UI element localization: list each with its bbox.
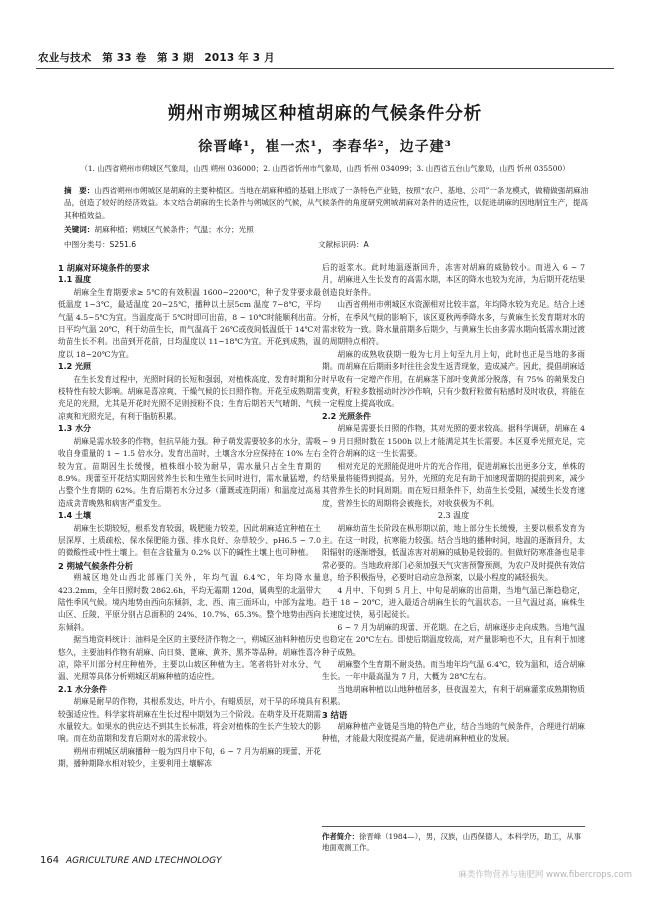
running-header: 农业与技术 第 33 卷 第 3 期 2013 年 3 月: [38, 52, 275, 64]
abstract-text: 山西省朔州市朔城区是胡麻的主要种植区。当地在胡麻种植的基础上形成了一条特色产业链，按照“农户、基地、公司”一条龙模式，做精做强胡麻油品，创造了较好的经济效益。本文结合胡麻的生长条件与朔城区的气候，从气候条件的角度研究朔城胡麻对条件的适应性，以促进胡麻的因地制宜生产，提高其种植效益。: [64, 186, 589, 220]
paper-title: 朔州市朔城区种植胡麻的气候条件分析: [167, 104, 483, 124]
abstract-label: 摘 要：: [64, 186, 95, 195]
right-column: [322, 262, 585, 746]
subsection-heading: 1.3 水分: [58, 424, 91, 434]
paragraph: 朔州市朔城区胡麻播种一般为四月中下旬，6 ~ 7 月为胡麻的现蕾、开花期，播种期降水相对较少，主要利用土壤解冻: [58, 746, 321, 769]
section-heading: 2 朔城气候条件分析: [58, 560, 134, 571]
keywords: [64, 224, 590, 235]
paragraph: 朔城区地处山西北部雁门关外，年均气温 6.4℃，年均降水量 423.2mm，全年日照时数 2862.6h，平均无霜期 120d，属典型的北温带大陆性季风气候。境内地势由西向东倾斜，北、西、南三面环山，中部为盆地。山区、丘陵、平原分别占总面积的 24%、10.7%、65.3%。整个地势由西向东倾斜。: [58, 573, 321, 632]
paragraph: 据当地资料统计：油料是全区的主要经济作物之一，朔城区油料种植历史悠久，主要油料作物有胡麻、向日葵、蓖麻、黄芥、黑芥等品种。胡麻性喜冷凉，除平川部分村庄种植外，主要以山坡区种植为主。笔者将针对水分、气温、光照等具体分析朔城区胡麻种植的适应性。: [58, 635, 321, 682]
paragraph: 当地胡麻种植以山地种植居多，昼夜温差大，有利于胡麻灌浆成熟期物质积累。: [322, 684, 585, 707]
watermark: 麻类作物营养与施肥网 www.fibercrops.com: [458, 870, 632, 880]
subsection-heading: 1.2 光照: [58, 362, 91, 372]
subsection-heading: 1.1 温度: [58, 275, 91, 285]
paragraph: 胡麻是耐旱的作物，其根系发达，叶片小，有蜡质层，对干旱的环境具有较强适应性。科学家将胡麻在生长过程中期划为三个阶段。在萌芽及开花期需水量较大。如果水的供应达不到其生长标准，将会对植株的生长产生较大的影响。而在幼苗期和发育后期对水的需求较小。: [58, 697, 321, 744]
subsection-heading: 1.4 土壤: [58, 511, 91, 521]
paragraph: 相对充足的光照能促进叶片的光合作用，促进胡麻长出更多分支，单株的结果量将能得到提高。另外，光照的充足有助于加速现蕾期的提前到来，减少其营养生长的时间周期。而在短日照条件下，幼苗生长受阻，减缓生长发育速度，营养生长的周期将会被拖长，对收获极为不利。: [322, 461, 585, 508]
paragraph: 4 月中、下旬到 5 月上、中旬是胡麻的出苗期，当地气温已渐趋稳定，趋于 18 ~ 20℃，进入最适合胡麻生长的气温状态。一旦气温过高，麻株生长速度过快，易引起徒长。: [322, 585, 585, 620]
subsection-heading: 2.3 温度: [437, 511, 470, 521]
paragraph: 胡麻生长期较短，根系发育较弱，吸肥能力较差，因此胡麻适宜种植在土层深厚、土质疏松、保水保肥能力强、排水良好、杂草较少、pH6.5 ~ 7.0 的微酸性或中性土壤上。但在含盐量为 0.2% 以下的碱性土壤上也可种植。: [58, 523, 321, 558]
section-heading: 1 胡麻对环境条件的要求: [58, 263, 150, 273]
paragraph: 6 ~ 7 月为胡麻的现蕾、开花期。在之后，胡麻逐步走向成熟。当地气温也稳定在 20℃左右。即使后期温度较高，对产量影响也不大，且有利于加速种子成熟。: [322, 622, 585, 657]
paragraph: 胡麻的成熟收获期一般为七月上旬至九月上旬，此时也正是当地的多雨期。而胡麻在后期雨多时往往会发生返青现象，造成减产。因此，提倡胡麻适时早收有一定增产作用，在胡麻茎下部叶变黄部分脱落，有 75% 的蒴果发白变黄，籽粒多数摇动时沙沙作响，只有少数籽粒微有粘感时及时收获，将能在一定程度上提高收成。: [322, 349, 585, 409]
paragraph: 胡麻幼苗生长阶段在枞形期以前，地上部分生长缓慢，主要以根系发育为主。在这一时段，抗寒能力较强。结合当地的播种时间，地温的逐渐回升，太阳辐射的逐渐增强，低温冻害对胡麻的威胁是较弱的。但做好防寒准备也是非常必要的。当地政府部门必须加强天气灾害预警预测，为农户及时提供有效信息，给予积极指导，必要时启动应急预案，以最小程度的减轻损失。: [322, 523, 585, 583]
paragraph: 胡麻是需水较多的作物，但抗旱能力强。种子萌发需要较多的水分，需吸收自身重量的 1 ~ 1.5 倍水分。发育出苗时，土壤含水分应保持在 10% 左右较为宜。苗期因生长缓慢，植株细小较为耐旱，需水量只占全生育期的 8.9%。现蕾至开花结实期因营养生长和生殖生长同时进行，需水量猛增，约占整个生育期的 62%。生育后期若水分过多（灌溉或连阴雨）和温度过高易造成贪青晚熟和病害严重发生。: [58, 436, 321, 508]
subsection-heading: 2.2 光照条件: [322, 411, 371, 421]
header-rule: [36, 68, 614, 69]
paragraph: 胡麻全生育期要求≥ 5℃的有效积温 1600~2200℃，种子发芽要求最低温度 1~3℃，最适温度 20~25℃，播种以土层5cm 温度 7~8℃，平均气温 4.5~5℃为宜。当温度高于 5℃时即可出苗，8 ~ 10℃时能顺利出苗。日平均气温 20℃，利于幼苗生长，而气温高于 26℃或夜间低温低于 14℃对幼苗生长不利。出苗到开花前，日均温度以 11~18℃为宜。开花到成熟，温度以 18~20℃为宜。: [58, 287, 321, 359]
affiliations: （1. 山西省朔州市朔城区气象局，山西 朔州 036000；2. 山西省忻州市气象局，山西 忻州 034099；3. 山西省五台山气象局，山西 忻州 035500）: [80, 164, 570, 173]
author-note-label: 作者简介：: [322, 832, 359, 841]
authors: 徐晋峰¹，崔一杰¹，李春华²，边子建³: [198, 139, 452, 155]
paragraph: 在生长发育过程中，光照时间的长短和强弱，对植株高度、发育时期和分枝特性有较大影响。胡麻是喜凉爽、干燥气候的长日照作物。开花至成熟期需充足的光照，尤其是开花时光照不足则授粉不良；生育后期若天气晴朗、气候凉爽和光照充足，有利于脂肪积累。: [58, 374, 321, 421]
paragraph: 山西省朔州市朔城区水资源相对比较丰富，年均降水较为充足。结合上述分析，在季风气候的影响下，该区夏秋两季降水多，与黄麻生长发育期对水的需求较为一致。降水量前期多后期少，与黄麻生长由多需水期向低需水期过渡的周期特点相符。: [322, 300, 585, 347]
author-note-text: 徐晋峰（1984—），男，汉族，山西保德人，本科学历，助工，从事地面观测工作。: [322, 832, 582, 852]
paragraph: 胡麻整个生育期不耐炎热。而当地年均气温 6.4℃，较为温和，适合胡麻生长。一年中最高温为 7 月，大概为 28℃左右。: [322, 660, 585, 682]
subsection-heading: 2.1 水分条件: [58, 684, 107, 694]
author-note: [322, 826, 585, 853]
classification-number: 中图分类号：S251.6: [64, 240, 137, 249]
document-code: 文献标识码：A: [318, 240, 369, 249]
paragraph: 胡麻种植产业链是当地的特色产业，结合当地的气候条件，合理进行胡麻种植，才能最大限度提高产量，促进胡麻种植业的发展。: [322, 722, 585, 744]
page-footer: [40, 855, 222, 866]
keywords-text: 胡麻种植；朔城区气候条件；气温；水分；光照: [94, 225, 254, 234]
paragraph: 胡麻是需要长日照的作物，其对光照的要求较高。据科学调研，胡麻在 4 ~ 9 月日照时数在 1500h 以上才能满足其生长需要。本区夏季光照充足，完全符合胡麻的这一生长需要。: [322, 424, 585, 459]
left-column: [58, 262, 321, 771]
keywords-label: 关键词：: [64, 225, 95, 234]
journal-name: AGRICULTURE AND LTECHNOLOGY: [65, 856, 222, 866]
paragraph: 后的返浆水。此时地温逐渐回升，冻害对胡麻的威胁较小。而进入 6 ~ 7 月，胡麻进入生长发育的高需水期，本区的降水也较为充沛，为后期开花结果创造良好条件。: [322, 263, 585, 297]
page-number: 164: [40, 855, 60, 866]
abstract: [64, 185, 590, 222]
section-heading: 3 结语: [322, 709, 348, 720]
